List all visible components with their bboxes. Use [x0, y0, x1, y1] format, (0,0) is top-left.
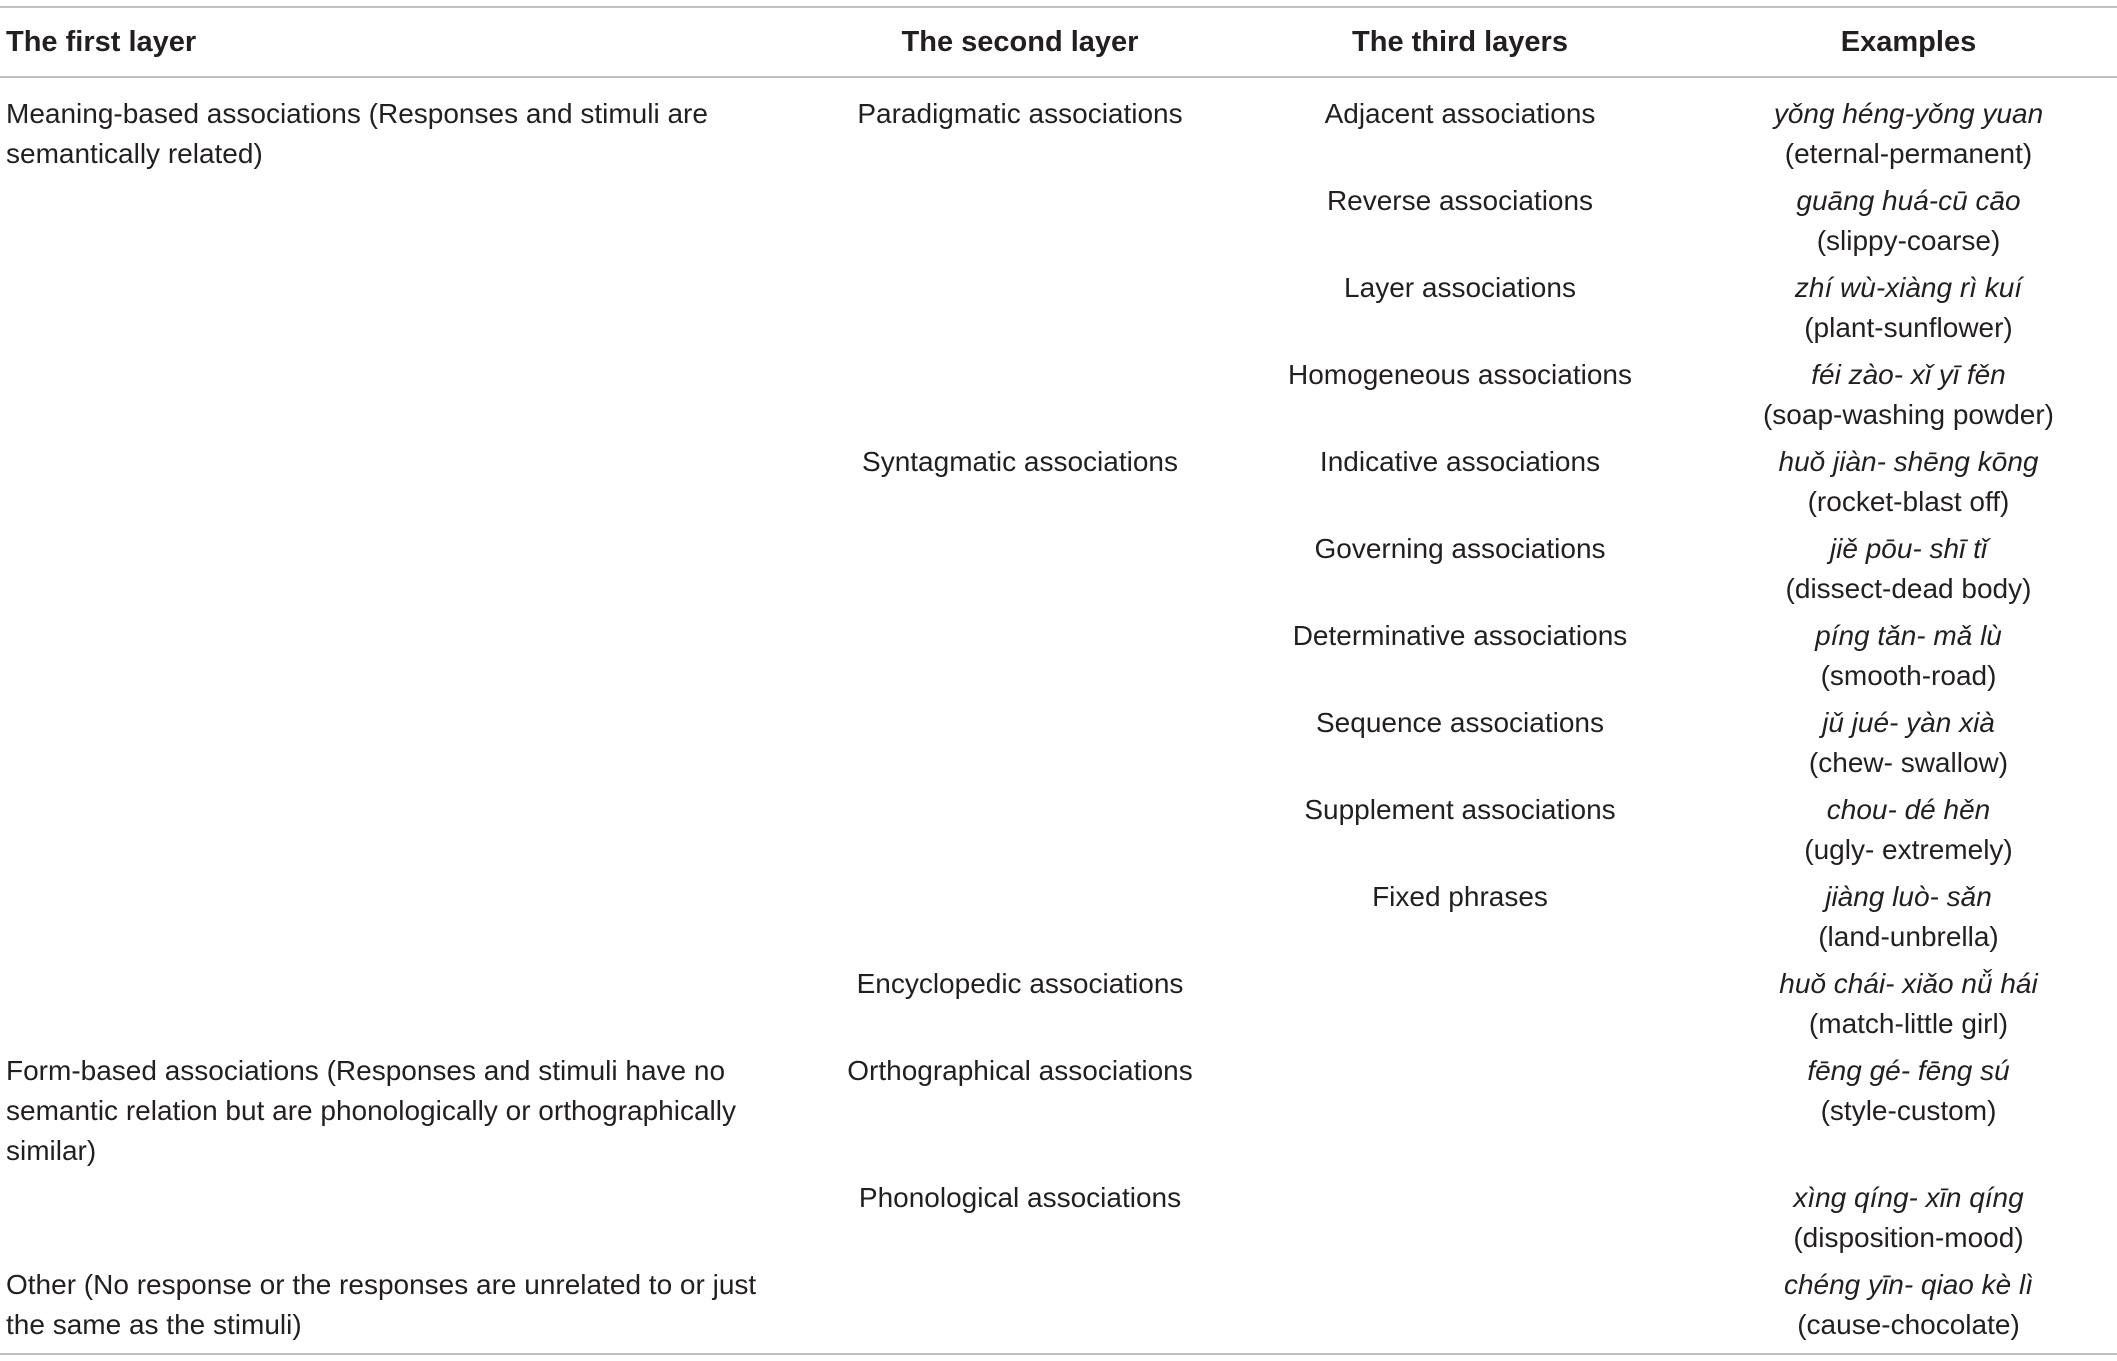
cell-third-layer: Supplement associations: [1304, 794, 1616, 825]
example-pinyin: guāng huá-cū cāo: [1796, 185, 2021, 216]
cell-example: [1700, 435, 2117, 522]
cell-second-layer: [820, 870, 1220, 957]
cell-third-layer: Indicative associations: [1319, 446, 1601, 477]
table-row: [0, 1258, 2117, 1354]
cell-first-layer: [0, 435, 820, 522]
cell-first-layer: [0, 696, 820, 783]
example-gloss: (cause-chocolate): [1797, 1309, 2020, 1340]
example-gloss: (land-unbrella): [1818, 921, 1999, 952]
cell-third-layer: [1220, 957, 1700, 1044]
example-gloss: (rocket-blast off): [1807, 486, 2010, 517]
table-row: [0, 261, 2117, 348]
cell-first-layer: Meaning-based associations (Responses and stimuli are semantically related): [6, 98, 708, 169]
cell-second-layer: Orthographical associations: [847, 1055, 1193, 1086]
cell-third-layer: [1220, 1171, 1700, 1258]
header-second-layer: The second layer: [901, 25, 1139, 58]
cell-first-layer: [0, 609, 820, 696]
table-row: [0, 348, 2117, 435]
cell-first-layer: [0, 783, 820, 870]
cell-third-layer: Adjacent associations: [1324, 98, 1596, 129]
cell-third-layer: Governing associations: [1314, 533, 1606, 564]
association-table-container: [0, 6, 2117, 1355]
example-pinyin: jiàng luò- sǎn: [1825, 881, 1992, 912]
cell-example: [1700, 696, 2117, 783]
example-pinyin: féi zào- xǐ yī fěn: [1811, 359, 2006, 390]
example-gloss: (slippy-coarse): [1816, 225, 2001, 256]
example-pinyin: chéng yīn- qiao kè lì: [1783, 1269, 2034, 1300]
example-pinyin: xìng qíng- xīn qíng: [1793, 1182, 2024, 1213]
cell-first-layer: [0, 1171, 820, 1258]
cell-second-layer: Paradigmatic associations: [857, 98, 1183, 129]
example-pinyin: zhí wù-xiàng rì kuí: [1794, 272, 2023, 303]
example-pinyin: chou- dé hěn: [1826, 794, 1991, 825]
cell-example: [1700, 609, 2117, 696]
table-row: [0, 522, 2117, 609]
cell-second-layer: Encyclopedic associations: [856, 968, 1184, 999]
example-gloss: (plant-sunflower): [1804, 312, 2013, 343]
table-row: [0, 1171, 2117, 1258]
cell-example: [1700, 174, 2117, 261]
cell-example: [1700, 783, 2117, 870]
table-row: [0, 1044, 2117, 1171]
example-pinyin: huǒ jiàn- shēng kōng: [1778, 446, 2039, 477]
cell-second-layer: Phonological associations: [858, 1182, 1182, 1213]
table-row: [0, 435, 2117, 522]
example-gloss: (disposition-mood): [1793, 1222, 2024, 1253]
cell-first-layer: [0, 957, 820, 1044]
table-row: [0, 696, 2117, 783]
cell-third-layer: [1220, 1044, 1700, 1171]
cell-third-layer: Determinative associations: [1292, 620, 1628, 651]
cell-example: [1700, 957, 2117, 1044]
association-table: [0, 6, 2117, 1355]
cell-example: [1700, 522, 2117, 609]
cell-second-layer: [820, 348, 1220, 435]
cell-example: [1700, 870, 2117, 957]
example-gloss: (smooth-road): [1820, 660, 1997, 691]
table-row: [0, 957, 2117, 1044]
example-gloss: (eternal-permanent): [1784, 138, 2033, 169]
table-body: [0, 77, 2117, 1354]
cell-first-layer: Other (No response or the responses are unrelated to or just the same as the stimuli): [6, 1269, 757, 1340]
cell-example: [1700, 261, 2117, 348]
header-third-layers: The third layers: [1352, 25, 1568, 58]
table-row: [0, 870, 2117, 957]
cell-first-layer: Form-based associations (Responses and stimuli have no semantic relation but are phonologically or orthographically similar): [6, 1055, 736, 1166]
cell-example: [1700, 1044, 2117, 1171]
cell-second-layer: [820, 609, 1220, 696]
cell-second-layer: [820, 522, 1220, 609]
cell-first-layer: [0, 870, 820, 957]
example-pinyin: huǒ chái- xiǎo nǚ hái: [1779, 968, 2038, 999]
header-first-layer: The first layer: [6, 25, 197, 58]
cell-first-layer: [0, 522, 820, 609]
cell-third-layer: Sequence associations: [1316, 707, 1604, 738]
cell-example: [1700, 348, 2117, 435]
example-pinyin: fēng gé- fēng sú: [1807, 1055, 2010, 1086]
example-gloss: (style-custom): [1820, 1095, 1997, 1126]
example-gloss: (dissect-dead body): [1785, 573, 2032, 604]
cell-third-layer: Homogeneous associations: [1288, 359, 1632, 390]
table-row: [0, 77, 2117, 174]
example-pinyin: jǔ jué- yàn xià: [1822, 707, 1995, 738]
cell-second-layer: [820, 783, 1220, 870]
cell-first-layer: [0, 348, 820, 435]
cell-example: [1700, 1258, 2117, 1354]
example-pinyin: yǒng héng-yǒng yuan: [1773, 98, 2044, 129]
cell-third-layer: Layer associations: [1344, 272, 1576, 303]
cell-first-layer: [0, 174, 820, 261]
cell-example: [1700, 77, 2117, 174]
cell-second-layer: [820, 696, 1220, 783]
example-pinyin: píng tǎn- mǎ lù: [1815, 620, 2002, 651]
cell-first-layer: [0, 261, 820, 348]
example-pinyin: jiě pōu- shī tǐ: [1829, 533, 1988, 564]
cell-third-layer: Fixed phrases: [1372, 881, 1548, 912]
cell-second-layer: [820, 174, 1220, 261]
cell-third-layer: [1220, 1258, 1700, 1354]
example-gloss: (soap-washing powder): [1762, 399, 2055, 430]
cell-third-layer: Reverse associations: [1326, 185, 1594, 216]
table-row: [0, 783, 2117, 870]
table-row: [0, 609, 2117, 696]
table-header: [0, 7, 2117, 77]
table-row: [0, 174, 2117, 261]
example-gloss: (match-little girl): [1808, 1008, 2009, 1039]
header-row: [0, 7, 2117, 77]
cell-example: [1700, 1171, 2117, 1258]
example-gloss: (chew- swallow): [1808, 747, 2009, 778]
header-examples: Examples: [1840, 25, 1977, 58]
cell-second-layer: [820, 261, 1220, 348]
cell-second-layer: Syntagmatic associations: [862, 446, 1178, 477]
example-gloss: (ugly- extremely): [1804, 834, 2013, 865]
cell-second-layer: [820, 1258, 1220, 1354]
